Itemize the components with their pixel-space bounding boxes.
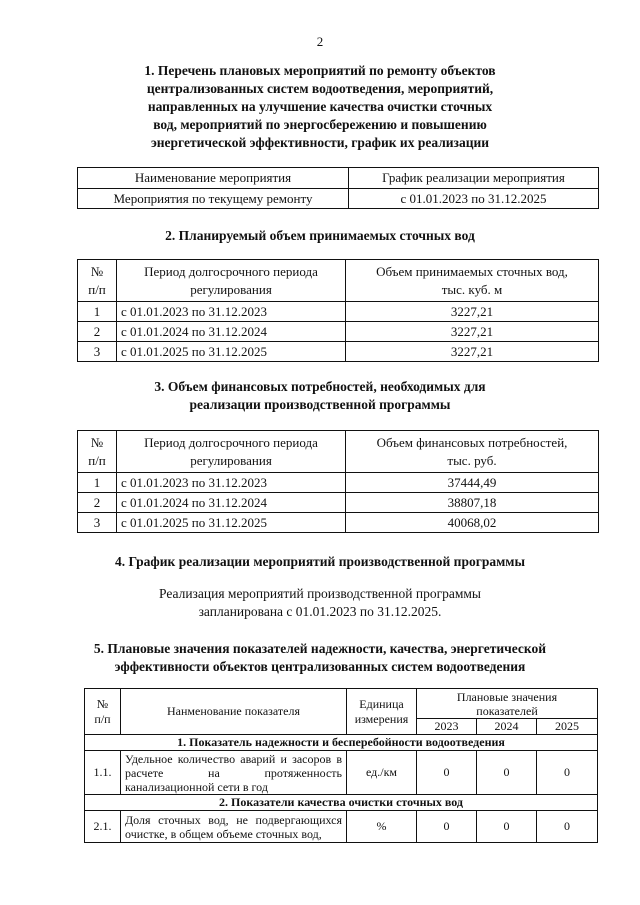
table-header: Объем финансовых потребностей, тыс. руб. — [346, 431, 599, 473]
table-row — [85, 811, 598, 843]
section-1-title-line: централизованных систем водоотведения, мероприятий, — [146, 81, 494, 96]
indicator-value: 0 — [537, 811, 598, 843]
table-row — [78, 473, 599, 493]
section-5-title — [0, 640, 640, 676]
row-value: 3227,21 — [346, 322, 599, 342]
table-row — [78, 493, 599, 513]
table-row — [85, 751, 598, 795]
row-number: 3 — [78, 513, 117, 533]
section-4-title: 4. График реализации мероприятий производственной программы — [114, 554, 526, 569]
row-number: 1 — [78, 473, 117, 493]
section-3-title-line: 3. Объем финансовых потребностей, необходимых для — [154, 379, 486, 394]
section-4-text-line: запланирована с 01.01.2023 по 31.12.2025. — [198, 604, 442, 619]
year-header: 2024 — [477, 719, 537, 735]
row-value: 38807,18 — [346, 493, 599, 513]
indicator-name: Доля сточных вод, не подвергающихся очистке, в общем объеме сточных вод, — [121, 811, 347, 843]
table-header: Плановые значения показателей — [417, 689, 598, 719]
table-header: № п/п — [85, 689, 121, 735]
table-header: № п/п — [78, 260, 117, 302]
table-header: Объем принимаемых сточных вод, тыс. куб. м — [346, 260, 599, 302]
row-period: с 01.01.2025 по 31.12.2025 — [117, 342, 346, 362]
table-row — [78, 513, 599, 533]
section-3-title — [0, 378, 640, 414]
section-1-title-line: энергетической эффективности, график их реализации — [150, 135, 490, 150]
row-number: 1 — [78, 302, 117, 322]
table-header: Период долгосрочного периода регулирования — [117, 431, 346, 473]
indicator-value: 0 — [477, 751, 537, 795]
row-value: 3227,21 — [346, 302, 599, 322]
section-1-title-line: вод, мероприятий по энергосбережению и повышению — [153, 117, 487, 132]
table-row — [78, 302, 599, 322]
events-table — [77, 167, 599, 209]
financial-needs-table — [77, 430, 599, 533]
row-period: с 01.01.2024 по 31.12.2024 — [117, 322, 346, 342]
indicator-unit: % — [347, 811, 417, 843]
section-1-title-line: направленных на улучшение качества очистки сточных — [147, 99, 493, 114]
year-header: 2025 — [537, 719, 598, 735]
table-header: Единица измерения — [347, 689, 417, 735]
table-header: Нанменование показателя — [121, 689, 347, 735]
table-header: График реализации мероприятия — [349, 168, 599, 189]
indicator-name: Удельное количество аварий и засоров в расчете на протяженность канализационной сети в год — [121, 751, 347, 795]
event-schedule: с 01.01.2023 по 31.12.2025 — [349, 189, 599, 209]
table-header: Наименование мероприятия — [78, 168, 349, 189]
section-3-title-line: реализации производственной программы — [189, 397, 451, 412]
section-4-text — [0, 585, 640, 621]
indicators-table — [84, 688, 598, 843]
row-value: 40068,02 — [346, 513, 599, 533]
page-number: 2 — [316, 34, 324, 49]
row-period: с 01.01.2024 по 31.12.2024 — [117, 493, 346, 513]
section-1-title — [0, 62, 640, 152]
row-value: 37444,49 — [346, 473, 599, 493]
group-title: 1. Показатель надежности и бесперебойности водоотведения — [85, 735, 598, 751]
indicator-value: 0 — [417, 811, 477, 843]
row-number: 2.1. — [85, 811, 121, 843]
event-name: Мероприятия по текущему ремонту — [78, 189, 349, 209]
table-header: Период долгосрочного периода регулирования — [117, 260, 346, 302]
row-number: 2 — [78, 493, 117, 513]
section-5-title-line: 5. Плановые значения показателей надежности, качества, энергетической — [93, 641, 547, 656]
row-number: 2 — [78, 322, 117, 342]
row-period: с 01.01.2023 по 31.12.2023 — [117, 473, 346, 493]
row-period: с 01.01.2025 по 31.12.2025 — [117, 513, 346, 533]
section-2-title: 2. Планируемый объем принимаемых сточных вод — [165, 228, 475, 243]
table-row — [78, 322, 599, 342]
wastewater-volume-table — [77, 259, 599, 362]
indicator-value: 0 — [417, 751, 477, 795]
table-row — [78, 342, 599, 362]
indicator-unit: ед./км — [347, 751, 417, 795]
section-5-title-line: эффективности объектов централизованных систем водоотведения — [114, 659, 526, 674]
table-header: № п/п — [78, 431, 117, 473]
section-1-title-line: 1. Перечень плановых мероприятий по ремонту объектов — [144, 63, 496, 78]
year-header: 2023 — [417, 719, 477, 735]
section-4-text-line: Реализация мероприятий производственной программы — [158, 586, 482, 601]
row-value: 3227,21 — [346, 342, 599, 362]
table-row — [78, 189, 599, 209]
indicator-value: 0 — [477, 811, 537, 843]
group-title: 2. Показатели качества очистки сточных вод — [85, 795, 598, 811]
row-period: с 01.01.2023 по 31.12.2023 — [117, 302, 346, 322]
row-number: 3 — [78, 342, 117, 362]
row-number: 1.1. — [85, 751, 121, 795]
indicator-value: 0 — [537, 751, 598, 795]
